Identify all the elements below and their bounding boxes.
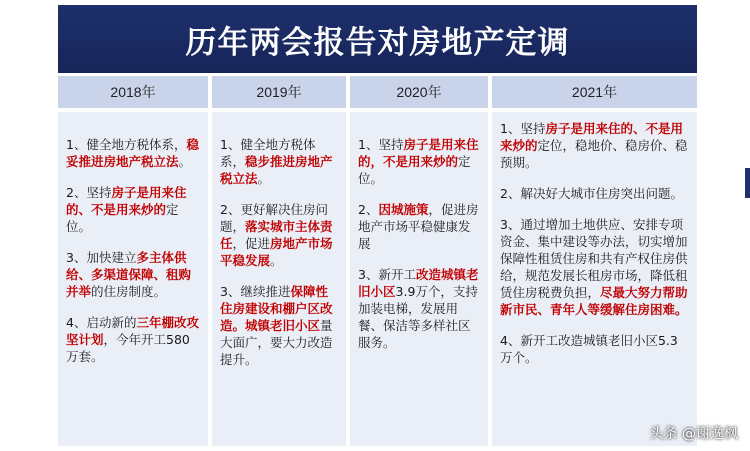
header-2018: 2018年: [58, 76, 208, 108]
item-text: 1、坚持: [358, 137, 404, 152]
policy-item: [358, 201, 482, 252]
policy-item: [220, 201, 338, 269]
item-text: 2、: [358, 202, 379, 217]
policy-item: [358, 136, 482, 187]
policy-item: [500, 185, 689, 202]
highlight-text: 尽最大努力帮助新市民、青年人等缓解住房困难。: [500, 285, 688, 317]
item-text: 定位，稳地价、稳房价、稳预期。: [500, 138, 688, 170]
highlight-text: 保障性住房建设和棚户区改造。城镇老旧小区: [220, 284, 333, 333]
edge-bar: [745, 168, 750, 198]
item-text: 的住房制度。: [91, 284, 167, 299]
highlight-text: 落实城市主体责任: [220, 219, 333, 251]
item-text: 1、健全地方税体系，: [220, 137, 316, 169]
item-text: 定位。: [358, 154, 471, 186]
policy-item: [66, 314, 200, 365]
highlight-text: 三年棚改攻坚计划: [66, 315, 199, 347]
item-text: 2、解决好大城市住房突出问题。: [500, 186, 683, 201]
policy-item: [66, 136, 200, 170]
item-text: 2、坚持: [66, 185, 112, 200]
header-2021: 2021年: [492, 76, 697, 108]
item-text: ，促进: [232, 236, 271, 251]
highlight-text: 稳妥推进房地产税立法: [66, 137, 199, 169]
item-text: 3.9万个，支持加装电梯，发展用餐、保洁等多样社区服务。: [358, 284, 478, 350]
page-title: 历年两会报告对房地产定调: [185, 24, 570, 61]
highlight-text: 多主体供给、多渠道保障、租购并举: [66, 250, 192, 299]
item-text: 。: [178, 154, 192, 169]
column-2018: [58, 112, 208, 446]
highlight-text: 房地产市场平稳发展: [220, 236, 333, 268]
item-text: ，促进房地产市场平稳健康发展: [358, 202, 479, 251]
policy-item: [500, 120, 689, 171]
highlight-text: 稳步推进房地产税立法: [220, 154, 333, 186]
item-text: ，今年开工580万套。: [66, 332, 190, 364]
watermark-text: 头条 @谢逸枫: [649, 426, 738, 442]
item-text: 3、通过增加土地供应、安排专项资金、集中建设等办法，切实增加保障性租赁住房和共有产权住房供给，规范发展长租房市场，降低租赁住房税费负担，: [500, 217, 688, 300]
item-text: 3、继续推进: [220, 284, 291, 299]
column-2019: [212, 112, 346, 446]
policy-table: [58, 76, 697, 446]
item-text: 4、启动新的: [66, 315, 137, 330]
highlight-text: 房子是用来住的、不是用来炒的: [500, 121, 683, 153]
item-text: 3、加快建立: [66, 250, 137, 265]
item-text: 1、健全地方税体系，: [66, 137, 187, 152]
column-2021: [492, 112, 697, 446]
item-text: 量大面广，要大力改造提升。: [220, 318, 333, 367]
item-text: 4、新开工改造城镇老旧小区5.3万个。: [500, 333, 678, 365]
highlight-text: 房子是用来住的，不是用来炒的: [358, 137, 479, 169]
highlight-text: 房子是用来住的、不是用来炒的: [66, 185, 187, 217]
item-text: 。: [257, 171, 271, 186]
policy-item: [220, 136, 338, 187]
policy-item: [66, 249, 200, 300]
item-text: 2、更好解决住房问题，: [220, 202, 328, 234]
policy-item: [220, 283, 338, 368]
policy-item: [358, 266, 482, 351]
header-2020: 2020年: [350, 76, 488, 108]
highlight-text: 改造城镇老旧小区: [358, 267, 479, 299]
highlight-text: 因城施策: [378, 202, 429, 217]
item-text: 定位。: [66, 202, 179, 234]
policy-item: [500, 216, 689, 318]
column-2020: [350, 112, 488, 446]
item-text: 。: [270, 253, 283, 268]
header-2019: 2019年: [212, 76, 346, 108]
title-banner: [58, 5, 697, 73]
item-text: 1、坚持: [500, 121, 546, 136]
policy-item: [500, 332, 689, 366]
policy-item: [66, 184, 200, 235]
item-text: 3、新开工: [358, 267, 416, 282]
